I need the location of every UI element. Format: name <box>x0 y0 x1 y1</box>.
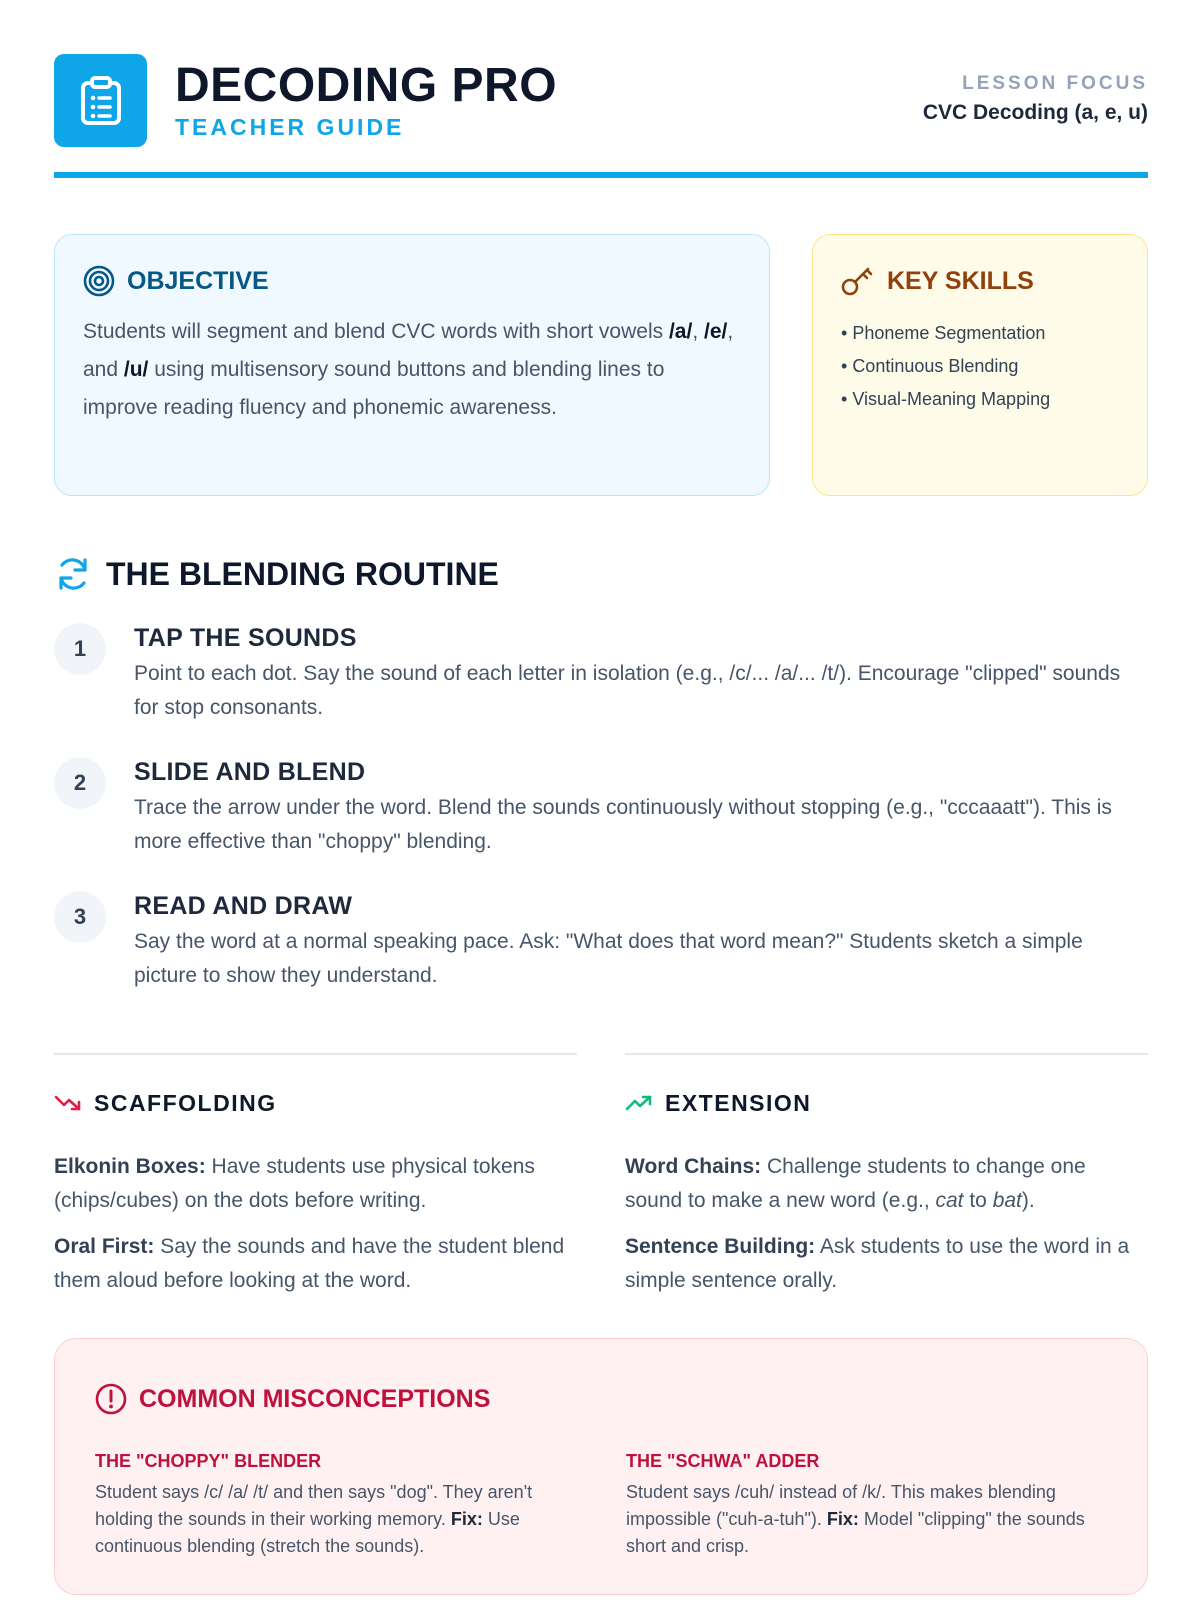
step-title: SLIDE AND BLEND <box>134 758 366 786</box>
alert-circle-icon <box>95 1383 127 1415</box>
step-number: 2 <box>54 757 106 809</box>
lesson-focus-value: CVC Decoding (a, e, u) <box>922 101 1148 124</box>
page-header <box>54 54 1148 178</box>
extension-section <box>625 1053 1148 1292</box>
scaffolding-paragraph-2: Oral First: Say the sounds and have the student blend them aloud before looking at the word. <box>54 1235 565 1292</box>
objective-text: Students will segment and blend CVC words with short vowels /a/, /e/, and /u/ using multisensory sound buttons and blending lines to improve reading fluency and phonemic awareness. <box>83 320 734 419</box>
clipboard-icon <box>79 76 123 126</box>
misconception-title: THE "SCHWA" ADDER <box>626 1451 820 1471</box>
refresh-icon <box>54 555 92 593</box>
list-item: • Continuous Blending <box>841 350 1050 383</box>
step-number: 1 <box>54 623 106 675</box>
key-skills-card <box>812 234 1148 496</box>
objective-title: OBJECTIVE <box>127 267 269 295</box>
vowel-e: /e/ <box>703 320 728 343</box>
scaffolding-section <box>54 1053 577 1292</box>
step-title: READ AND DRAW <box>134 892 353 920</box>
key-icon <box>841 265 875 297</box>
extension-paragraph-2: Sentence Building: Ask students to use the word in a simple sentence orally. <box>625 1235 1130 1292</box>
scaffolding-paragraph-1: Elkonin Boxes: Have students use physical tokens (chips/cubes) on the dots before writing. <box>54 1155 535 1212</box>
misconceptions-title: COMMON MISCONCEPTIONS <box>139 1385 491 1413</box>
routine-title: THE BLENDING ROUTINE <box>106 556 499 592</box>
key-skills-list <box>841 317 1050 416</box>
list-item: • Phoneme Segmentation <box>841 317 1050 350</box>
misconception-item <box>626 1449 1106 1560</box>
misconceptions-card <box>54 1338 1148 1595</box>
step-text: Point to each dot. Say the sound of each letter in isolation (e.g., /c/... /a/... /t/). Encourage "clipped" sounds for stop consonants. <box>134 662 1121 719</box>
brand-title: DECODING PRO <box>175 59 558 112</box>
vowel-u: /u/ <box>123 358 149 381</box>
routine-heading <box>54 554 499 594</box>
misconception-item <box>95 1449 575 1560</box>
extension-heading <box>625 1089 811 1117</box>
objective-heading <box>83 265 269 297</box>
scaffolding-title: SCAFFOLDING <box>94 1090 277 1116</box>
vowel-a: /a/ <box>668 320 693 343</box>
misconception-text: Student says /cuh/ instead of /k/. This makes blending impossible ("cuh-a-tuh"). Fix: Model "clipping" the sounds short and crisp. <box>626 1482 1085 1556</box>
target-icon <box>83 265 115 297</box>
key-skills-title: KEY SKILLS <box>887 267 1034 295</box>
key-skills-heading <box>841 265 1034 297</box>
logo <box>54 54 147 147</box>
list-item: • Visual-Meaning Mapping <box>841 383 1050 416</box>
lesson-focus-label: LESSON FOCUS <box>962 73 1148 94</box>
extension-title: EXTENSION <box>665 1090 812 1116</box>
extension-paragraph-1: Word Chains: Challenge students to change one sound to make a new word (e.g., cat to bat). <box>625 1155 1086 1212</box>
trend-down-icon <box>54 1092 82 1114</box>
objective-card <box>54 234 770 496</box>
misconceptions-heading <box>95 1383 490 1415</box>
lesson-focus <box>923 72 1148 130</box>
step-number: 3 <box>54 891 106 943</box>
misconception-text: Student says /c/ /a/ /t/ and then says "dog". They aren't holding the sounds in their working memory. Fix: Use continuous blending (stretch the sounds). <box>95 1482 533 1556</box>
brand-subtitle: TEACHER GUIDE <box>175 114 405 140</box>
step-text: Say the word at a normal speaking pace. Ask: "What does that word mean?" Students sketch a simple picture to show they understand. <box>134 930 1083 987</box>
step-title: TAP THE SOUNDS <box>134 624 357 652</box>
misconception-title: THE "CHOPPY" BLENDER <box>95 1451 322 1471</box>
step-text: Trace the arrow under the word. Blend the sounds continuously without stopping (e.g., "cccaaatt"). This is more effective than "choppy" blending. <box>134 796 1112 853</box>
scaffolding-heading <box>54 1089 277 1117</box>
trend-up-icon <box>625 1092 653 1114</box>
